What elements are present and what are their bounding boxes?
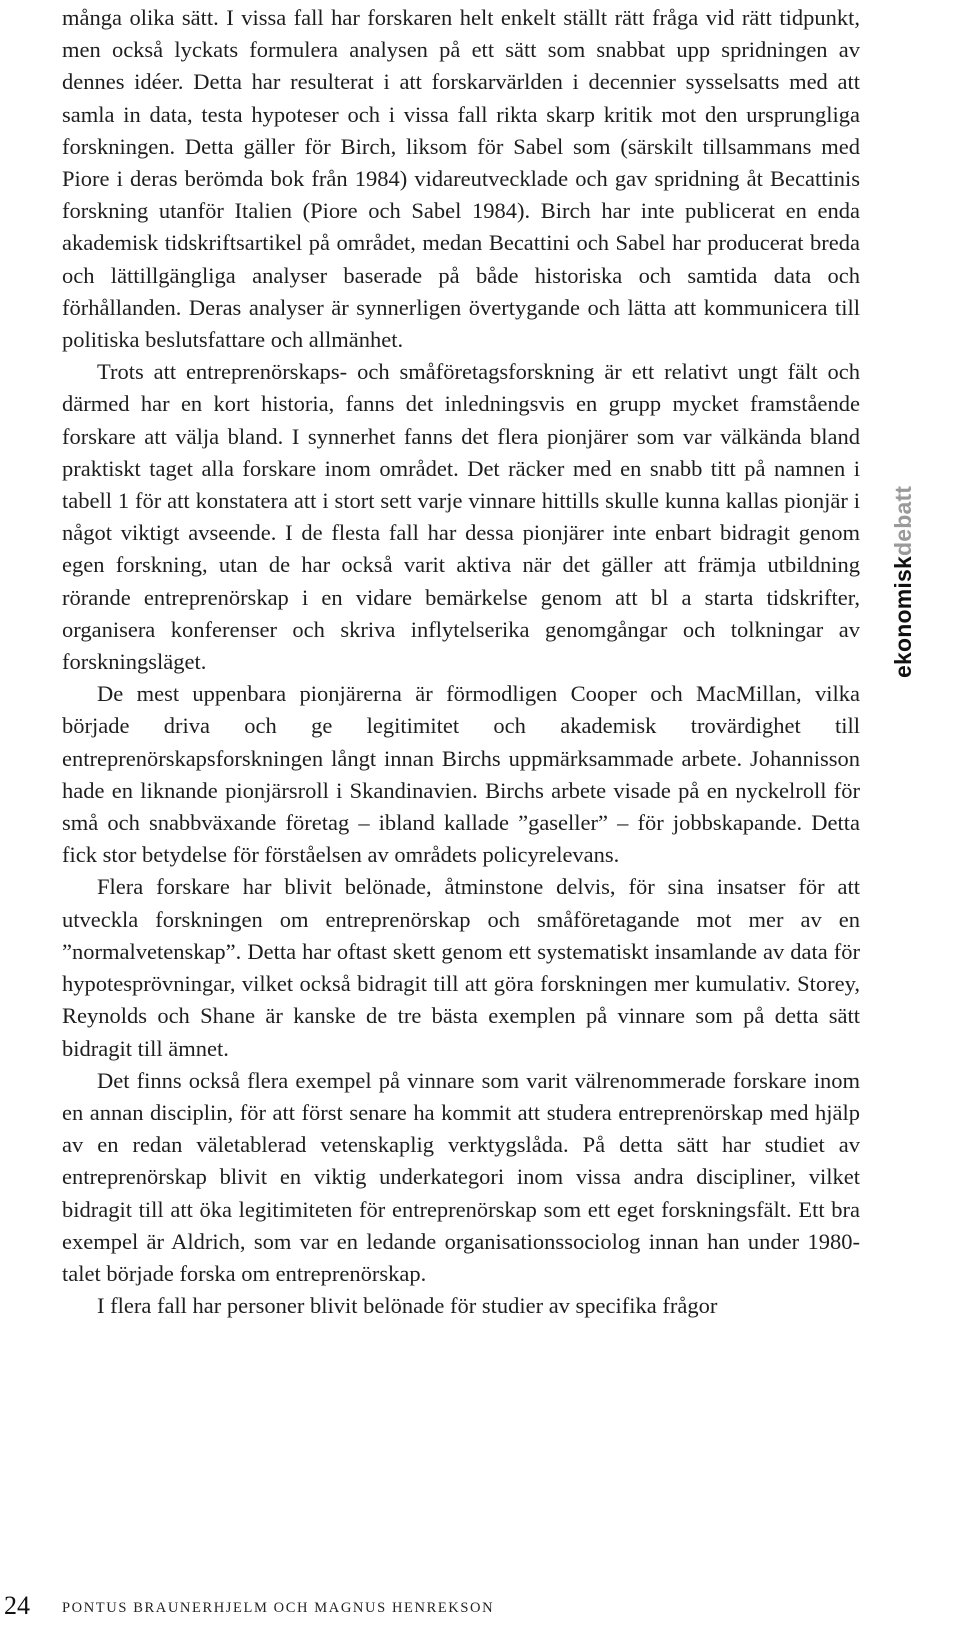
paragraph-4: Flera forskare har blivit belönade, åtminstone delvis, för sina insatser för att utveckla forskningen om entreprenörskap och småföretagande mot mer av en ”normalvetenskap”. Detta har oftast skett genom ett systematiskt insamlande av data för hypotesprövningar, vilket också bidragit till att göra forskningen mer kumulativ. Storey, Reynolds och Shane är kanske de tre bästa exemplen på vinnare som på detta sätt bidragit till ämnet.: [62, 874, 860, 1061]
journal-brand-label: [884, 278, 924, 678]
body-text: [62, 2, 860, 1322]
paragraph-2: Trots att entreprenörskaps- och småföretagsforskning är ett relativt ungt fält och därmed har en kort historia, fanns det inledningsvis en grupp mycket framstående forskare att välja bland. I synnerhet fanns det flera pionjärer som var välkända bland praktiskt taget alla forskare inom området. Det räcker med en snabb titt på namnen i tabell 1 för att konstatera att i stort sett varje vinnare hittills skulle kunna kallas pionjär i något viktigt avseende. I de flesta fall har dessa pionjärer inte enbart bidragit genom egen forskning, utan de har också varit aktiva när det gäller att främja utbildning rörande entreprenörskap i en vidare bemärkelse genom att bl a starta tidskrifter, organisera konferenser och skriva inflytelserika genomgångar och tolkningar av forskningsläget.: [62, 359, 860, 675]
running-footer-authors: PONTUS BRAUNERHJELM OCH MAGNUS HENREKSON: [62, 1600, 495, 1616]
paragraph-5: Det finns också flera exempel på vinnare som varit välrenommerade forskare inom en annan disciplin, för att först senare ha kommit att studera entreprenörskap med hjälp av en redan väletablerad vetenskaplig verktygslåda. På detta sätt har studiet av entreprenörskap blivit en viktig underkategori inom vissa andra discipliner, vilket bidragit till att öka legitimiteten för entreprenörskap som ett eget forskningsfält. Ett bra exempel är Aldrich, som var en ledande organisationssociolog innan han under 1980-talet började forska om entreprenörskap.: [62, 1067, 860, 1286]
paragraph-1: många olika sätt. I vissa fall har forskaren helt enkelt ställt rätt fråga vid rätt tidpunkt, men också lyckats formulera analysen på ett sätt som snabbat upp spridningen av dennes idéer. Detta har resulterat i att forskarvärlden i decennier sysselsatts med att samla in data, testa hypoteser och i vissa fall rikta skarp kritik mot den ursprungliga forskningen. Detta gäller för Birch, liksom för Sabel som (särskilt tillsammans med Piore i deras berömda bok från 1984) vidareutvecklade och gav spridning åt Becattinis forskning utanför Italien (Piore och Sabel 1984). Birch har inte publicerat en enda akademisk tidskriftsartikel på området, medan Becattini och Sabel har producerat breda och lättillgängliga analyser baserade på både historiska och samtida data och förhållanden. Deras analyser är synnerligen övertygande och lätta att kommunicera till politiska beslutsfattare och allmänhet.: [62, 5, 860, 353]
journal-brand: [890, 486, 917, 678]
page-footer: [0, 1588, 960, 1624]
paragraph-6: I flera fall har personer blivit belönade för studier av specifika frågor: [97, 1293, 718, 1319]
paragraph-3: De mest uppenbara pionjärerna är förmodligen Cooper och MacMillan, vilka började driva och ge legitimitet och akademisk trovärdighet till entreprenörskapsforskningen långt innan Birchs uppmärksammade arbete. Johannisson hade en liknande pionjärsroll i Skandinavien. Birchs arbete visade på en nyckelroll för små och snabbväxande företag – ibland kallade ”gaseller” – för jobbskapande. Detta fick stor betydelse för förståelsen av områdets policyrelevans.: [62, 681, 860, 868]
brand-part-ekonomisk: ekonomisk: [890, 556, 916, 678]
brand-part-debatt: debatt: [890, 485, 916, 557]
page-number: 24: [4, 1591, 30, 1620]
